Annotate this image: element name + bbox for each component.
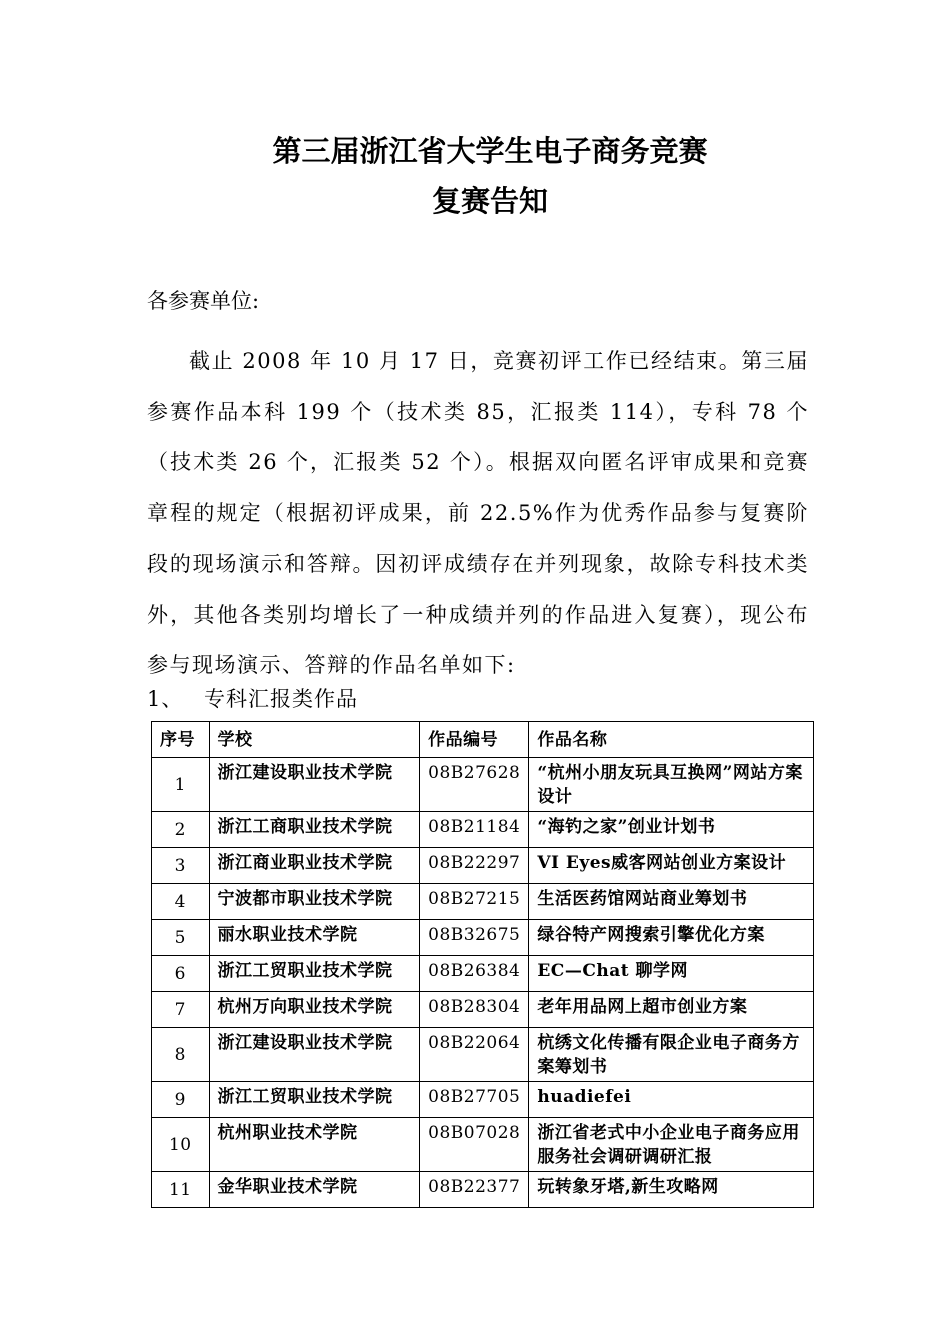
cell-seq: 2 [152,812,210,848]
cell-school: 杭州万向职业技术学院 [209,992,420,1028]
cell-seq: 7 [152,992,210,1028]
salutation: 各参赛单位: [147,289,260,313]
table-row [152,1028,814,1082]
document-title: 第三届浙江省大学生电子商务竞赛 [272,134,708,168]
cell-seq: 11 [152,1172,210,1208]
table-row [152,956,814,992]
section-heading [147,684,358,714]
table-row [152,1082,814,1118]
cell-code: 08B27628 [420,758,529,812]
cell-name: EC—Chat 聊学网 [529,956,814,992]
cell-name: VI Eyes威客网站创业方案设计 [529,848,814,884]
cell-name: huadiefei [529,1082,814,1118]
table-row [152,884,814,920]
cell-code: 08B27215 [420,884,529,920]
cell-seq: 9 [152,1082,210,1118]
notice-body: 截止 2008 年 10 月 17 日，竞赛初评工作已经结束。第三届参赛作品本科 199 个（技术类 85，汇报类 114），专科 78 个（技术类 26 个，汇报类 52 个）。根据双向匿名评审成果和竞赛章程的规定（根据初评成果，前 22.5%作为优秀作品参与复赛阶段的现场演示和答辩。因初评成绩存在并列现象，故除专科技术类外，其他各类别均增长了一种成绩并列的作品进入复赛），现公布参与现场演示、答辩的作品名单如下: [147,349,809,678]
cell-name: 玩转象牙塔,新生攻略网 [529,1172,814,1208]
cell-seq: 6 [152,956,210,992]
works-table [151,721,814,1208]
cell-school: 浙江工贸职业技术学院 [209,1082,420,1118]
cell-school: 浙江工商职业技术学院 [209,812,420,848]
table-row [152,758,814,812]
cell-code: 08B27705 [420,1082,529,1118]
cell-code: 08B22377 [420,1172,529,1208]
cell-code: 08B22064 [420,1028,529,1082]
cell-seq: 8 [152,1028,210,1082]
cell-code: 08B22297 [420,848,529,884]
cell-code: 08B07028 [420,1118,529,1172]
cell-code: 08B21184 [420,812,529,848]
table-row [152,1172,814,1208]
header-school: 学校 [209,722,420,758]
cell-school: 浙江工贸职业技术学院 [209,956,420,992]
table-row [152,992,814,1028]
table-header-row [152,722,814,758]
cell-school: 杭州职业技术学院 [209,1118,420,1172]
cell-code: 08B32675 [420,920,529,956]
cell-seq: 5 [152,920,210,956]
cell-school: 浙江商业职业技术学院 [209,848,420,884]
cell-name: “海钓之家”创业计划书 [529,812,814,848]
cell-seq: 3 [152,848,210,884]
document-subtitle: 复赛告知 [431,184,548,218]
cell-school: 浙江建设职业技术学院 [209,1028,420,1082]
cell-name: 杭绣文化传播有限企业电子商务方案筹划书 [529,1028,814,1082]
cell-name: 绿谷特产网搜索引擎优化方案 [529,920,814,956]
header-name: 作品名称 [529,722,814,758]
section-number: 1、 [147,687,184,711]
table-row [152,812,814,848]
cell-seq: 10 [152,1118,210,1172]
cell-code: 08B28304 [420,992,529,1028]
cell-name: 浙江省老式中小企业电子商务应用服务社会调研调研汇报 [529,1118,814,1172]
cell-name: 生活医药馆网站商业筹划书 [529,884,814,920]
table-row [152,848,814,884]
header-seq: 序号 [152,722,210,758]
cell-seq: 1 [152,758,210,812]
header-code: 作品编号 [420,722,529,758]
cell-school: 浙江建设职业技术学院 [209,758,420,812]
table-body [152,758,814,1208]
cell-name: 老年用品网上超市创业方案 [529,992,814,1028]
cell-school: 宁波都市职业技术学院 [209,884,420,920]
table-row [152,920,814,956]
cell-school: 丽水职业技术学院 [209,920,420,956]
table-row [152,1118,814,1172]
cell-school: 金华职业技术学院 [209,1172,420,1208]
cell-name: “杭州小朋友玩具互换网”网站方案设计 [529,758,814,812]
section-title: 专科汇报类作品 [204,687,358,711]
cell-code: 08B26384 [420,956,529,992]
cell-seq: 4 [152,884,210,920]
